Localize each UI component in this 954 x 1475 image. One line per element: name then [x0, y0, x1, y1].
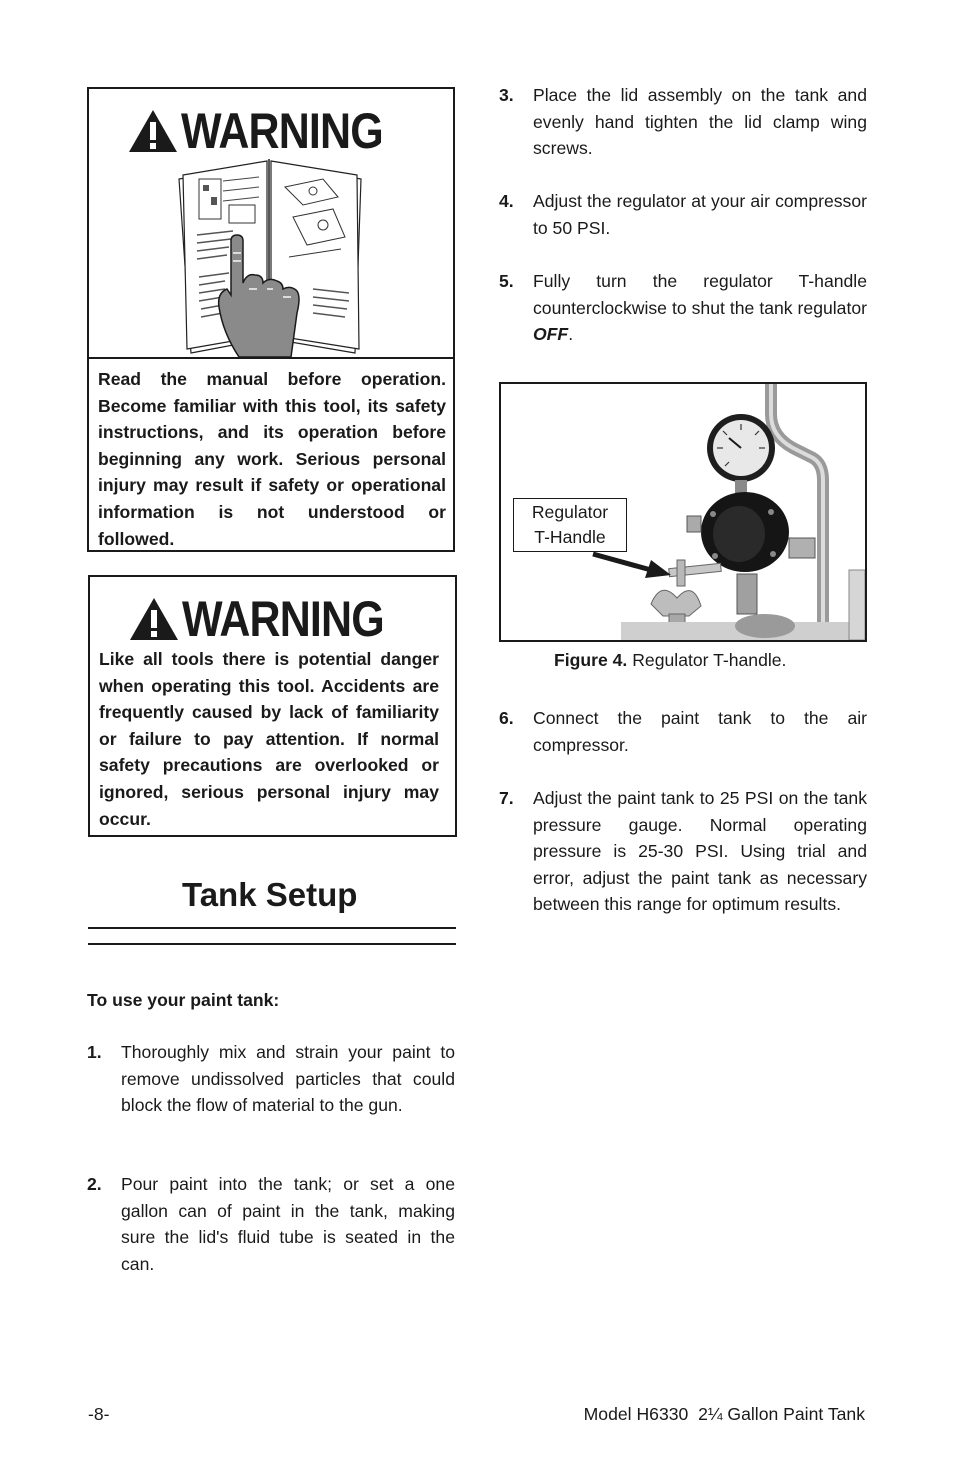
- step-number: 2.: [87, 1174, 102, 1194]
- step-text: Adjust the paint tank to 25 PSI on the tank pressure gauge. Normal operating pressure is 25-30 PSI. Using trial and error, adjust the paint tank as necessary between this range for optimum results.: [533, 788, 867, 914]
- exclamation-triangle-icon: [127, 108, 179, 154]
- step-2: [87, 1171, 455, 1277]
- warning-box-danger: [88, 575, 457, 837]
- step-text-main: Fully turn the regulator T-handle counterclockwise to shut the tank regulator: [533, 271, 867, 318]
- warning-header: [90, 591, 455, 647]
- section-rule-bottom: [88, 943, 456, 945]
- step-text: Thoroughly mix and strain your paint to remove undissolved particles that could block the flow of material to the gun.: [121, 1042, 455, 1115]
- warning-box-manual: [87, 87, 455, 552]
- step-text: [533, 268, 867, 348]
- step-text: Place the lid assembly on the tank and evenly hand tighten the lid clamp wing screws.: [533, 85, 867, 158]
- warning-title: WARNING: [182, 591, 384, 647]
- step-1: [87, 1039, 455, 1119]
- step-number: 4.: [499, 191, 514, 211]
- step-number: 5.: [499, 271, 514, 291]
- warning-divider: [89, 357, 453, 359]
- exclamation-triangle-icon: [128, 596, 180, 642]
- step-number: 6.: [499, 708, 514, 728]
- step-number: 1.: [87, 1042, 102, 1062]
- warning-header: [89, 103, 453, 159]
- footer-model: Model H6330 2¼ Gallon Paint Tank: [583, 1404, 865, 1424]
- step-3: [499, 82, 867, 162]
- callout-line-2: T-Handle: [534, 527, 606, 547]
- step-number: 3.: [499, 85, 514, 105]
- read-manual-illustration: [173, 157, 373, 357]
- step-number: 7.: [499, 788, 514, 808]
- step-text: Connect the paint tank to the air compressor.: [533, 708, 867, 755]
- figure-callout: [513, 498, 627, 552]
- page-number: -8-: [88, 1404, 110, 1424]
- warning-text: Like all tools there is potential danger when operating this tool. Accidents are frequently caused by lack of familiarity or failure to pay attention. If normal safety precautions are overlooked or ignored, serious personal injury may occur.: [99, 649, 439, 829]
- figure-4-photo: [499, 382, 867, 642]
- step-6: [499, 705, 867, 758]
- step-5: [499, 268, 867, 348]
- section-title: Tank Setup: [182, 876, 358, 913]
- figure-caption: [554, 649, 786, 671]
- callout-line-1: Regulator: [531, 502, 609, 522]
- section-rule-top: [88, 927, 456, 929]
- off-emphasis: OFF: [533, 324, 569, 344]
- warning-title: WARNING: [180, 103, 383, 159]
- section-intro: To use your paint tank:: [87, 990, 280, 1010]
- step-text: Adjust the regulator at your air compressor to 50 PSI.: [533, 191, 867, 238]
- step-4: [499, 188, 867, 241]
- step-7: [499, 785, 867, 918]
- step-text: Pour paint into the tank; or set a one gallon can of paint in the tank, making sure the lid's fluid tube is seated in the can.: [121, 1174, 455, 1274]
- step-text-end: .: [568, 324, 574, 344]
- warning-text: Read the manual before operation. Become familiar with this tool, its safety instructions, and its operation before beginning any work. Serious personal injury may result if safety or operational information is not understood or followed.: [98, 369, 446, 549]
- figure-caption-text: Regulator T-handle.: [632, 650, 787, 670]
- figure-caption-label: Figure 4.: [554, 650, 628, 670]
